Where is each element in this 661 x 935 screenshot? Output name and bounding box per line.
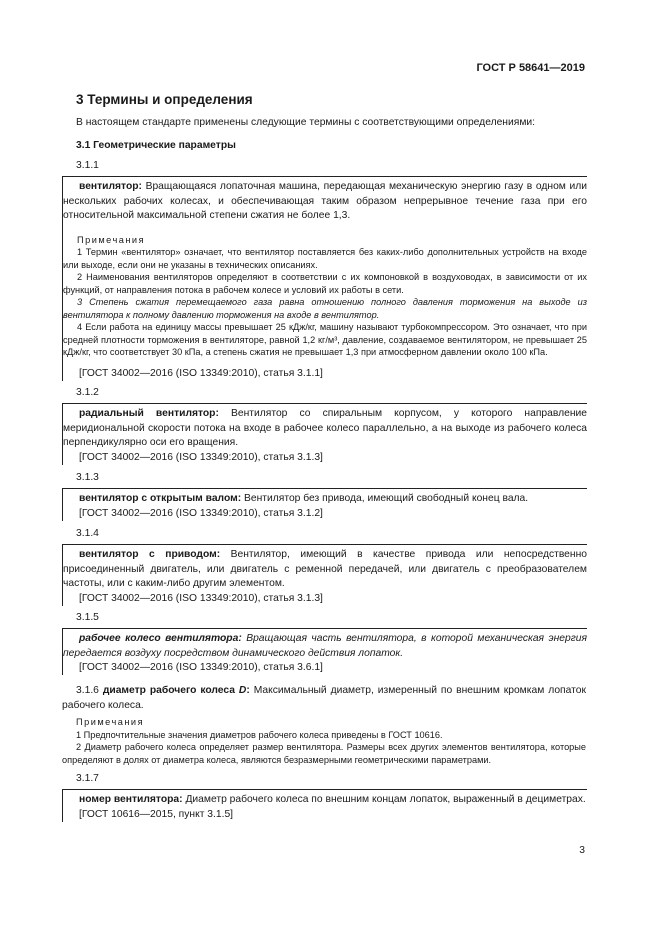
term-definition (63, 545, 587, 592)
term-text: Вентилятор со спиральным корпусом, у которого направление меридиональной скорости потока на входе в рабочее колесо параллельно, а на выходе из рабочего колеса перпендикулярно оси его вращения. (63, 408, 587, 448)
note-4: 4 Если работа на единицу массы превышает 25 кДж/кг, машину называют турбокомпрессором. Это означает, что при средней плотности торможения в вентиляторе, равной 1,2 кг/м³, давление, создаваемое вентилятором, не превышает 25 кДж/кг, что соответствует 30 кПа, а степень сжатия не превышает 1,3 при атмосферном давлении около 100 кПа. (63, 322, 587, 357)
term-box-3-1-3 (62, 488, 587, 521)
section-title: 3 Термины и определения (76, 92, 253, 107)
term-definition (63, 629, 587, 661)
term-text: Максимальный диаметр, измеренный по внешним кромкам лопаток рабочего колеса. (62, 685, 586, 711)
term-entry-3-1-6 (62, 684, 586, 713)
term-text: Вентилятор без привода, имеющий свободный конец вала. (241, 493, 529, 504)
term-number: 3.1.5 (76, 612, 99, 623)
term-reference: [ГОСТ 34002—2016 (ISO 13349:2010), статья 3.1.1] (79, 367, 323, 379)
term-reference: [ГОСТ 10616—2015, пункт 3.1.5] (79, 808, 234, 820)
note-3: 3 Степень сжатия перемещаемого газа равна отношению полного давления торможения на выходе из вентилятора к полному давлению торможения на входе в вентилятор. (63, 297, 587, 320)
term-number: 3.1.6 (76, 685, 99, 696)
term-reference: [ГОСТ 34002—2016 (ISO 13349:2010), статья 3.1.3] (79, 451, 323, 463)
document-header: ГОСТ Р 58641—2019 (476, 62, 585, 74)
term-name: радиальный вентилятор: (79, 408, 219, 419)
term-text: Вентилятор, имеющий в качестве привода или непосредственно присоединенный двигатель, или двигатель с ременной передачей, или двигатель с преобразователем частоты, или с каким-либо другим элементом. (63, 549, 588, 589)
term-definition (63, 790, 587, 808)
term-box-3-1-4 (62, 544, 587, 606)
note-1: 1 Термин «вентилятор» означает, что вентилятор поставляется без каких-либо дополнительных устройств на входе или выходе, если они не указаны в технических описаниях. (63, 247, 587, 270)
term-colon: : (246, 685, 250, 696)
term-box-3-1-7 (62, 789, 587, 822)
term-name: вентилятор: (79, 181, 142, 192)
term-definition (63, 489, 587, 507)
term-text: Вращающая часть вентилятора, в которой механическая энергия передается воздуху посредством динамического действия лопаток. (63, 633, 587, 659)
term-number: 3.1.2 (76, 387, 99, 398)
term-text: Диаметр рабочего колеса по внешним концам лопаток, выраженный в дециметрах. (182, 794, 586, 805)
term-name: вентилятор с приводом: (79, 549, 221, 560)
term-box-3-1-1 (62, 176, 587, 381)
notes-heading: Примечания (77, 234, 146, 245)
term-definition (63, 177, 587, 224)
term-name: номер вентилятора: (79, 794, 183, 805)
note-2: 2 Наименования вентиляторов определяют в соответствии с их компоновкой в воздуховодах, в зависимости от их функций, от направления потока в рабочем колесе и условий их работы в сети. (63, 272, 587, 295)
subsection-title: 3.1 Геометрические параметры (76, 140, 236, 151)
term-name: вентилятор с открытым валом: (79, 493, 242, 504)
notes-block (63, 234, 587, 359)
notes-heading: Примечания (76, 717, 145, 727)
term-reference: [ГОСТ 34002—2016 (ISO 13349:2010), статья 3.1.3] (79, 592, 323, 604)
term-number: 3.1.1 (76, 160, 99, 171)
term-reference: [ГОСТ 34002—2016 (ISO 13349:2010), статья 3.1.2] (79, 507, 323, 519)
page-number: 3 (579, 845, 585, 856)
note-2: 2 Диаметр рабочего колеса определяет размер вентилятора. Размеры всех других элементов вентилятора, которые определяют в долях от диаметра колеса, являются безразмерными геометрическими параметрами. (62, 742, 586, 765)
term-box-3-1-2 (62, 403, 587, 465)
term-number: 3.1.3 (76, 472, 99, 483)
term-number: 3.1.4 (76, 528, 99, 539)
note-1: 1 Предпочтительные значения диаметров рабочего колеса приведены в ГОСТ 10616. (76, 729, 443, 740)
term-text: Вращающаяся лопаточная машина, передающая механическую энергию газу в одном или нескольких рабочих колесах, и обеспечивающая таким образом непрерывное течение газа при его относительной максимальной степени сжатия не более 1,3. (63, 181, 587, 221)
term-box-3-1-5 (62, 628, 587, 675)
term-definition (63, 404, 587, 451)
term-name: рабочее колесо вентилятора: (79, 633, 242, 644)
section-intro: В настоящем стандарте применены следующие термины с соответствующими определениями: (76, 117, 536, 128)
term-name: диаметр рабочего колеса (102, 685, 235, 696)
notes-block (62, 716, 586, 766)
term-reference: [ГОСТ 34002—2016 (ISO 13349:2010), статья 3.6.1] (79, 662, 323, 673)
term-number: 3.1.7 (76, 773, 99, 784)
term-symbol: D (238, 685, 247, 696)
